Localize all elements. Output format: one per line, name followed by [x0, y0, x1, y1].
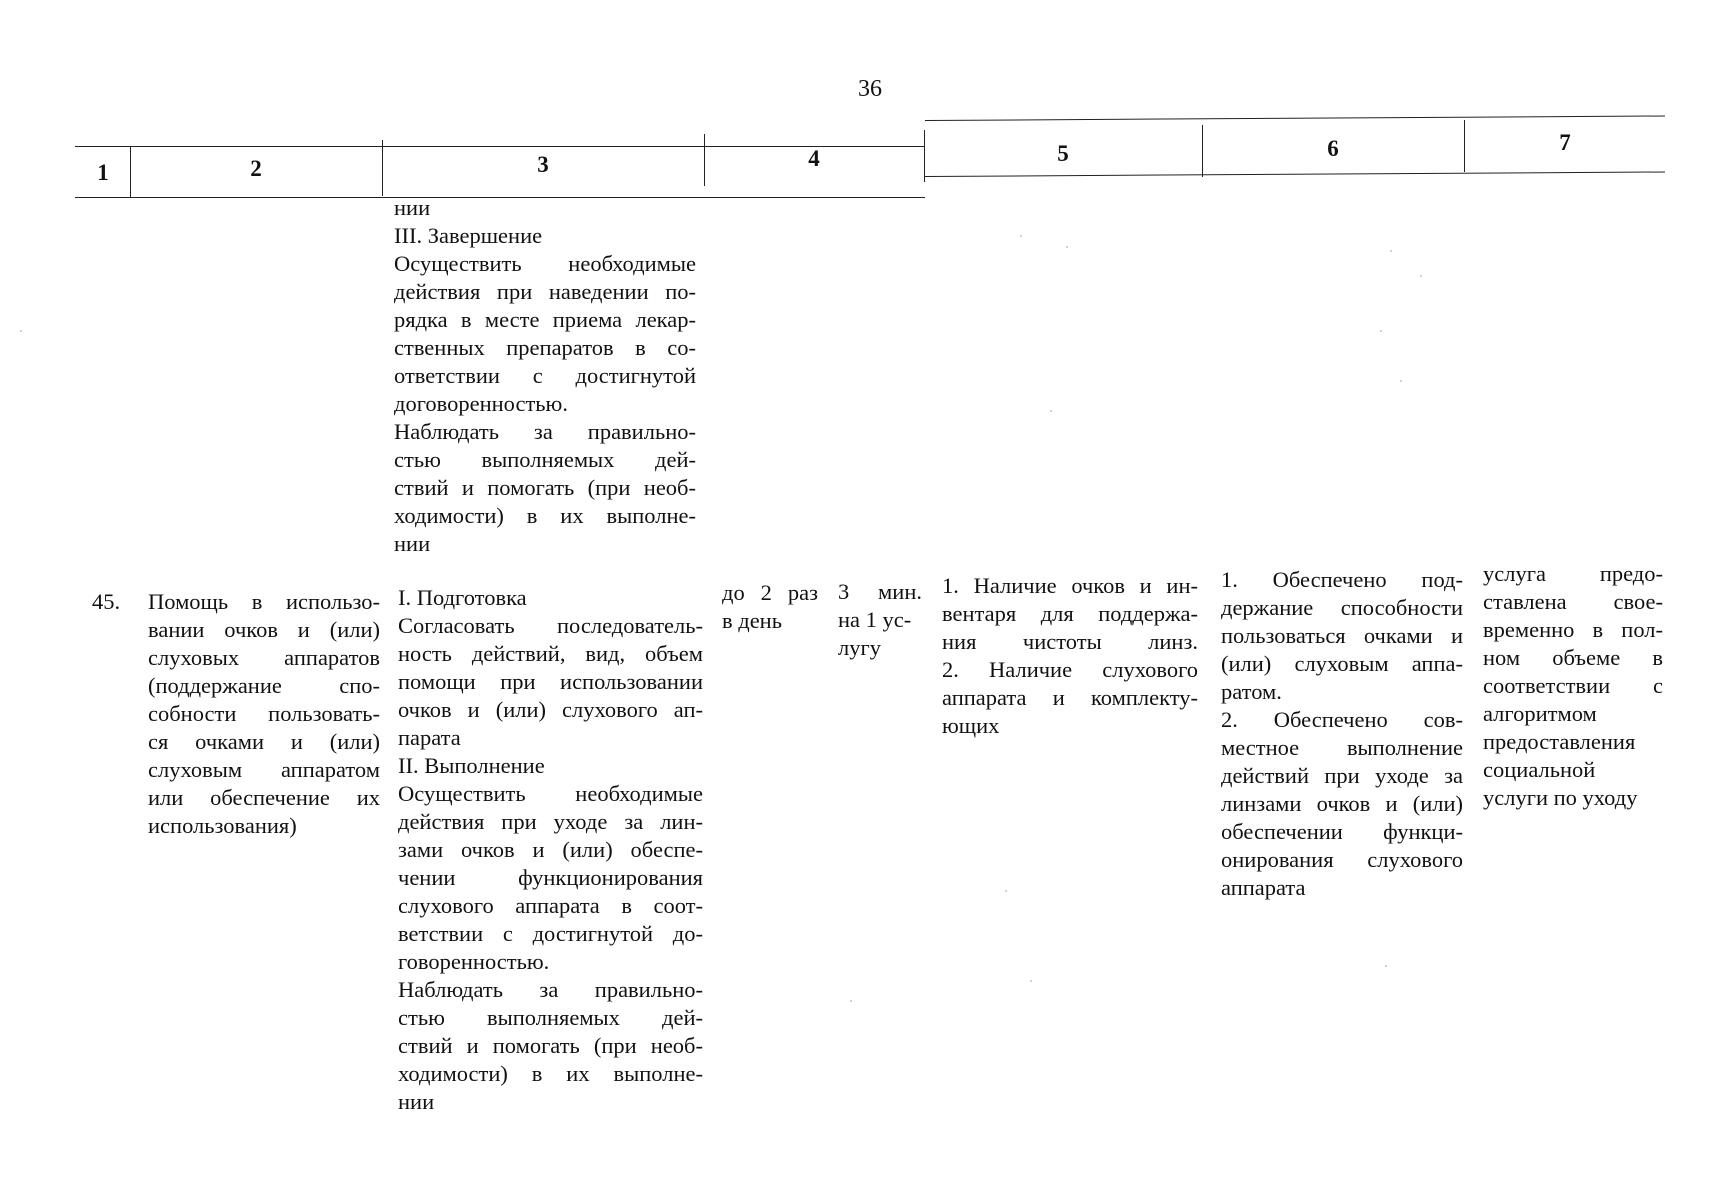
row45-col7-assessment: услуга предо- ставлена свое- временно в пол- ном объеме в соответствии с алгоритмом предоставления социальной услуги по уходу: [1483, 561, 1663, 810]
scan-speck: [1400, 380, 1402, 382]
continued-col3-text: нии III. Завершение Осуществить необходимые действия при наведении по- рядка в месте приема лекар- ственных препаратов в со- ответствии с достигнутой договоренностью. Наблюдать за правильно- стью выполняемых дей- ствий и помогать (при необ- ходимости) в их выполне- нии: [394, 195, 696, 556]
scan-speck: [20, 330, 22, 332]
row45-col2-service-name: Помощь в использо- вании очков и (или) слуховых аппаратов (поддержание спо- собности пользовать- ся очками и (или) слуховым аппаратом или обеспечение их использования): [148, 589, 380, 838]
scan-speck: [1030, 980, 1032, 982]
row45-col6-result: 1. Обеспечено под- держание способности пользоваться очками и (или) слуховым аппа- ратом. 2. Обеспечено сов- местное выполнение действий при уходе за линзами очков и (или) обеспечении функци- онирования слухового аппарата: [1221, 567, 1463, 900]
header-col-5: 5: [1057, 141, 1069, 166]
scan-speck: [1050, 410, 1052, 412]
scan-speck: [1390, 250, 1392, 252]
row45-col4-duration: 3 мин. на 1 ус- лугу: [838, 579, 922, 660]
page-number: 36: [858, 76, 882, 102]
row-number: 45.: [92, 589, 121, 614]
header-col-6: 6: [1327, 136, 1339, 161]
header-bottom-rule-right: [925, 171, 1665, 177]
row45-col5-conditions: 1. Наличие очков и ин- вентаря для поддержа- ния чистоты линз. 2. Наличие слухового аппарата и комплекту- ющих: [942, 573, 1198, 738]
scan-speck: [1005, 890, 1007, 892]
row45-col4-frequency: до 2 раз в день: [722, 580, 818, 633]
header-col-2: 2: [250, 156, 262, 181]
scan-speck: [1385, 965, 1387, 967]
header-top-rule-right: [925, 115, 1665, 121]
scan-speck: [850, 1000, 852, 1002]
header-col-4: 4: [808, 146, 820, 171]
header-col-1: 1: [97, 160, 109, 185]
scan-speck: [1420, 275, 1422, 277]
row45-col3-procedure: I. Подготовка Согласовать последователь- ность действий, вид, объем помощи при использовании очков и (или) слухового ап- парата II. Выполнение Осуществить необходимые действия при уходе за лин- зами очков и (или) обеспе- чении функционирования слухового аппарата в соот- ветствии с достигнутой до- говоренностью. Наблюдать за правильно- стью выполняемых дей- ствий и помогать (при необ- ходимости) в их выполне- нии: [398, 585, 703, 1114]
header-col-7: 7: [1559, 130, 1571, 155]
header-col-3: 3: [537, 152, 549, 177]
scan-speck: [1066, 246, 1068, 248]
scan-speck: [1380, 330, 1382, 332]
scan-speck: [1020, 235, 1022, 237]
